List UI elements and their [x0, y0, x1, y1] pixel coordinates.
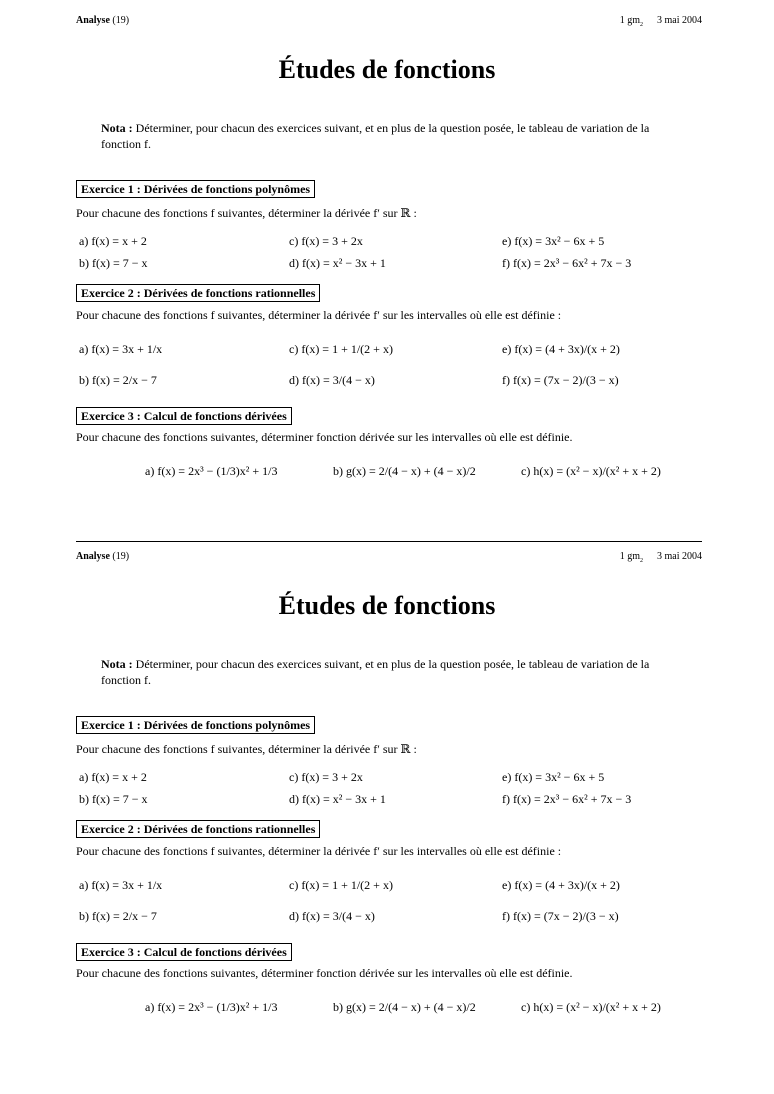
ex1-item-f: f) f(x) = 2x³ − 6x² + 7x − 3: [502, 792, 632, 806]
ex1-item-d: d) f(x) = x² − 3x + 1: [289, 256, 386, 270]
ex2-item-e: e) f(x) = (4 + 3x)/(x + 2): [502, 342, 620, 356]
ex2-item-e: e) f(x) = (4 + 3x)/(x + 2): [502, 878, 620, 892]
ex1-item-a: a) f(x) = x + 2: [79, 770, 147, 784]
ex2-item-f: f) f(x) = (7x − 2)/(3 − x): [502, 373, 619, 387]
header-class-date: 1 $gm_2$ 3 mai 2004: [619, 551, 702, 564]
exercise-3-title: Exercice 3 : Calcul de fonctions dérivées: [76, 943, 292, 961]
exercise-2-instruction: Pour chacune des fonctions f suivantes, déterminer la dérivée f′ sur les intervalles où elle est définie :: [76, 308, 562, 322]
ex3-item-c: c) h(x) = (x² − x)/(x² + x + 2): [521, 464, 661, 478]
worksheet-copy-2: [0, 536, 774, 1072]
ex2-item-a: a) f(x) = 3x + 1/x: [79, 878, 163, 892]
ex2-item-d: d) f(x) = 3/(4 − x): [289, 373, 375, 387]
header-class-date: 1 $gm_2$ 3 mai 2004: [619, 15, 702, 28]
ex3-item-c: c) h(x) = (x² − x)/(x² + x + 2): [521, 1000, 661, 1014]
exercise-2-instruction: Pour chacune des fonctions f suivantes, déterminer la dérivée f′ sur les intervalles où elle est définie :: [76, 844, 562, 858]
ex2-item-b: b) f(x) = 2/x − 7: [79, 909, 157, 923]
ex2-item-c: c) f(x) = 1 + 1/(2 + x): [289, 342, 393, 356]
ex3-item-a: a) f(x) = 2x³ − (1/3)x² + 1/3: [145, 464, 278, 478]
ex1-item-c: c) f(x) = 3 + 2x: [289, 770, 363, 784]
exercise-3-instruction: Pour chacune des fonctions suivantes, déterminer fonction dérivée sur les intervalles où elle est définie.: [76, 430, 573, 444]
nota-paragraph: Nota : Déterminer, pour chacun des exercices suivant, et en plus de la question posée, le tableau de variation de la fonction f.: [101, 657, 650, 687]
ex2-item-a: a) f(x) = 3x + 1/x: [79, 342, 163, 356]
ex1-item-a: a) f(x) = x + 2: [79, 234, 147, 248]
worksheet-copy-1: [0, 0, 774, 536]
page-title: Études de fonctions: [278, 591, 496, 620]
exercise-3-title: Exercice 3 : Calcul de fonctions dérivées: [76, 407, 292, 425]
nota-paragraph: Nota : Déterminer, pour chacun des exercices suivant, et en plus de la question posée, le tableau de variation de la fonction f.: [101, 121, 650, 151]
header-subject: Analyse (19): [76, 15, 130, 26]
page-title: Études de fonctions: [278, 55, 496, 84]
exercise-2-title: Exercice 2 : Dérivées de fonctions rationnelles: [76, 284, 320, 302]
exercise-1-title: Exercice 1 : Dérivées de fonctions polynômes: [76, 716, 315, 734]
ex1-item-b: b) f(x) = 7 − x: [79, 256, 148, 270]
ex2-item-c: c) f(x) = 1 + 1/(2 + x): [289, 878, 393, 892]
ex2-item-b: b) f(x) = 2/x − 7: [79, 373, 157, 387]
ex3-item-b: b) g(x) = 2/(4 − x) + (4 − x)/2: [333, 1000, 476, 1014]
ex1-item-b: b) f(x) = 7 − x: [79, 792, 148, 806]
ex1-item-c: c) f(x) = 3 + 2x: [289, 234, 363, 248]
exercise-1-instruction: Pour chacune des fonctions f suivantes, déterminer la dérivée f′ sur ℝ :: [76, 206, 417, 220]
exercise-1-title: Exercice 1 : Dérivées de fonctions polynômes: [76, 180, 315, 198]
ex1-item-f: f) f(x) = 2x³ − 6x² + 7x − 3: [502, 256, 632, 270]
ex2-item-f: f) f(x) = (7x − 2)/(3 − x): [502, 909, 619, 923]
ex3-item-a: a) f(x) = 2x³ − (1/3)x² + 1/3: [145, 1000, 278, 1014]
page-header: [76, 551, 702, 565]
page-header: [76, 15, 702, 29]
ex1-item-e: e) f(x) = 3x² − 6x + 5: [502, 770, 605, 784]
ex3-item-b: b) g(x) = 2/(4 − x) + (4 − x)/2: [333, 464, 476, 478]
ex2-item-d: d) f(x) = 3/(4 − x): [289, 909, 375, 923]
header-subject: Analyse (19): [76, 551, 130, 562]
exercise-2-title: Exercice 2 : Dérivées de fonctions rationnelles: [76, 820, 320, 838]
ex1-item-d: d) f(x) = x² − 3x + 1: [289, 792, 386, 806]
ex1-item-e: e) f(x) = 3x² − 6x + 5: [502, 234, 605, 248]
exercise-1-instruction: Pour chacune des fonctions f suivantes, déterminer la dérivée f′ sur ℝ :: [76, 742, 417, 756]
exercise-3-instruction: Pour chacune des fonctions suivantes, déterminer fonction dérivée sur les intervalles où elle est définie.: [76, 966, 573, 980]
